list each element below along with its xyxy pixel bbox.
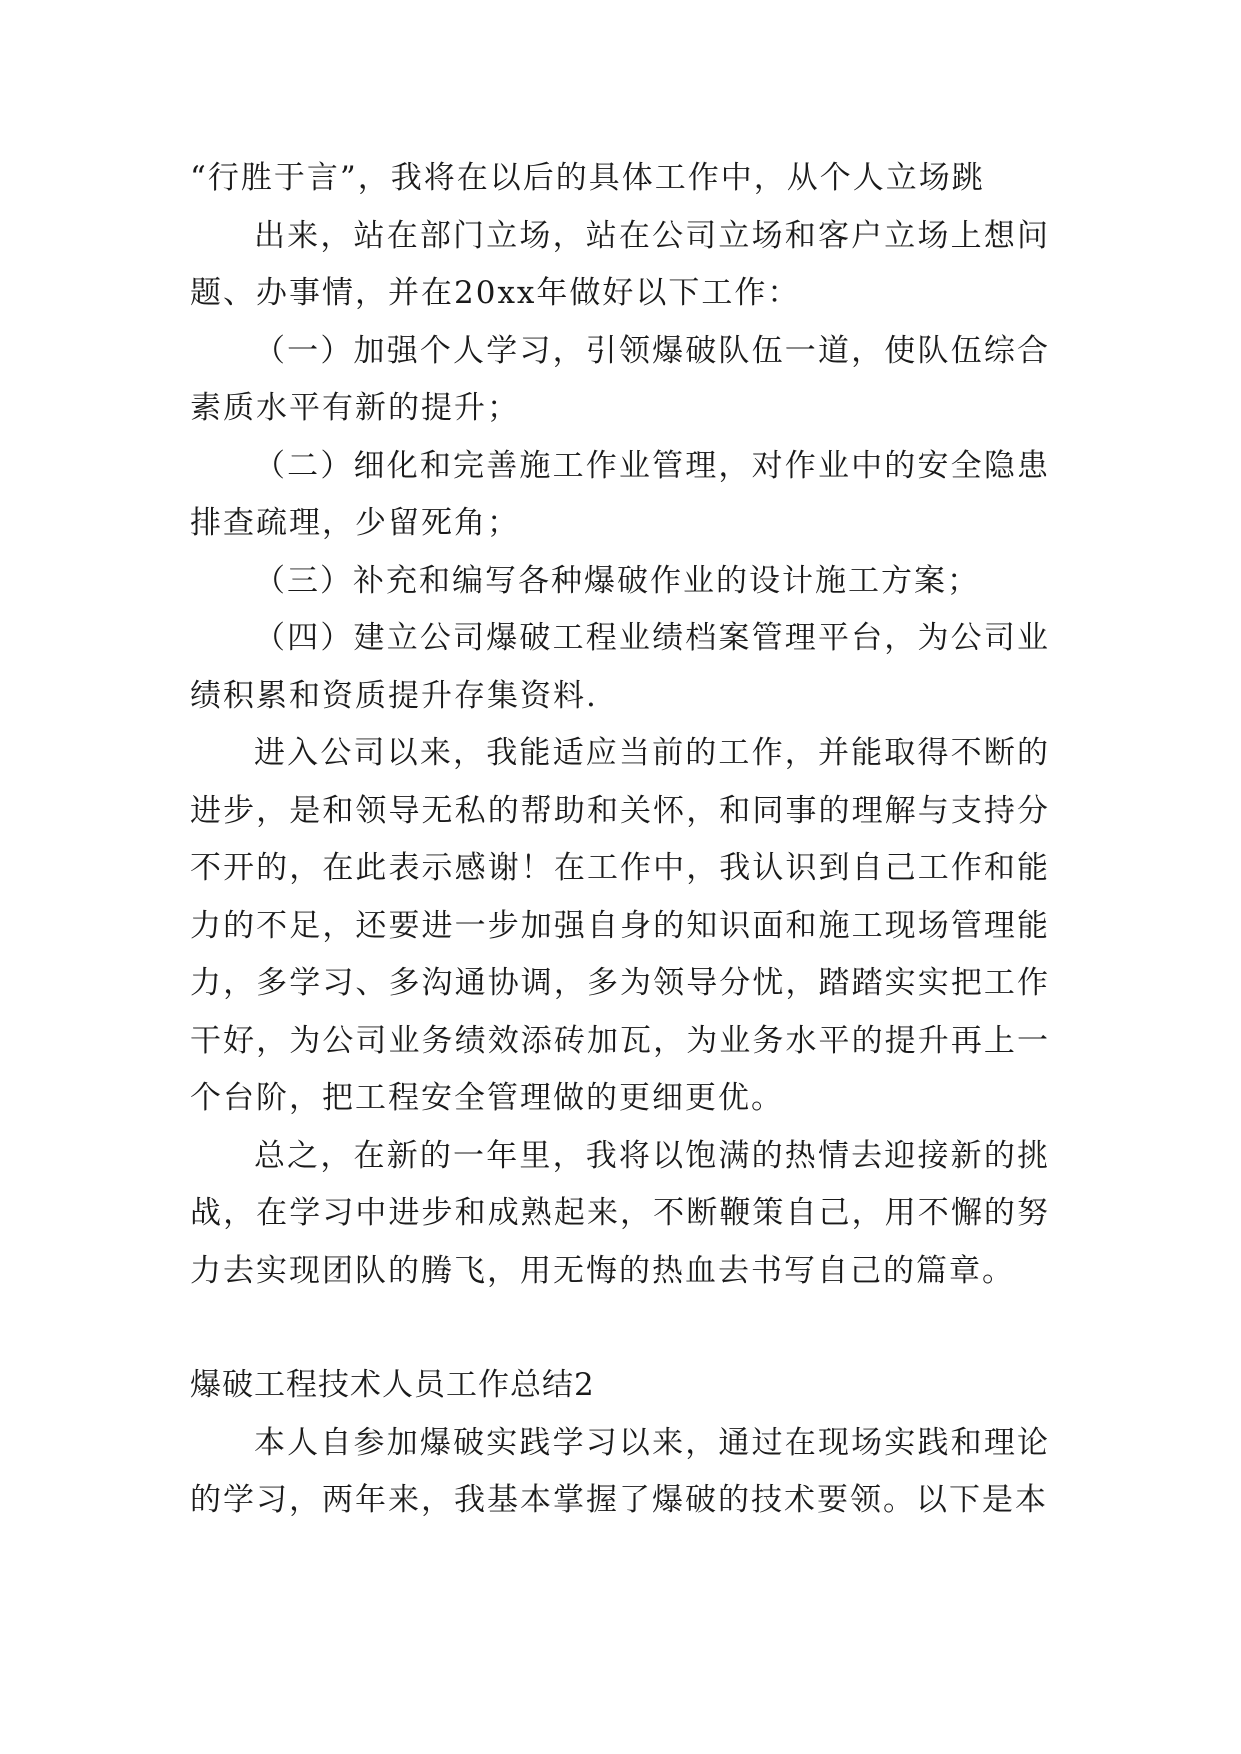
- paragraph-gratitude: 进入公司以来，我能适应当前的工作，并能取得不断的进步，是和领导无私的帮助和关怀，和同事的理解与支持分不开的，在此表示感谢！在工作中，我认识到自己工作和能力的不足，还要进一步加强自身的知识面和施工现场管理能力，多学习、多沟通协调，多为领导分忧，踏踏实实把工作干好，为公司业务绩效添砖加瓦，为业务水平的提升再上一个台阶，把工程安全管理做的更细更优。: [190, 735, 1050, 1116]
- section-heading: 爆破工程技术人员工作总结2: [190, 1367, 595, 1403]
- document-body: [190, 150, 1050, 1530]
- list-item-1: （一）加强个人学习，引领爆破队伍一道，使队伍综合素质水平有新的提升；: [190, 332, 1050, 426]
- section-paragraph-1: 本人自参加爆破实践学习以来，通过在现场实践和理论的学习，两年来，我基本掌握了爆破的技术要领。以下是本: [190, 1424, 1050, 1518]
- list-item-4: （四）建立公司爆破工程业绩档案管理平台，为公司业绩积累和资质提升存集资料.: [190, 620, 1050, 714]
- paragraph-1: “行胜于言”，我将在以后的具体工作中，从个人立场跳: [190, 160, 985, 196]
- paragraph-2: 出来，站在部门立场，站在公司立场和客户立场上想问题、办事情，并在20xx年做好以下工作：: [190, 217, 1050, 311]
- list-item-3: （三）补充和编写各种爆破作业的设计施工方案；: [254, 562, 980, 599]
- paragraph-conclusion: 总之，在新的一年里，我将以饱满的热情去迎接新的挑战，在学习中进步和成熟起来，不断鞭策自己，用不懈的努力去实现团队的腾飞，用无悔的热血去书写自己的篇章。: [190, 1137, 1050, 1289]
- list-item-2: （二）细化和完善施工作业管理，对作业中的安全隐患排查疏理，少留死角；: [190, 447, 1050, 541]
